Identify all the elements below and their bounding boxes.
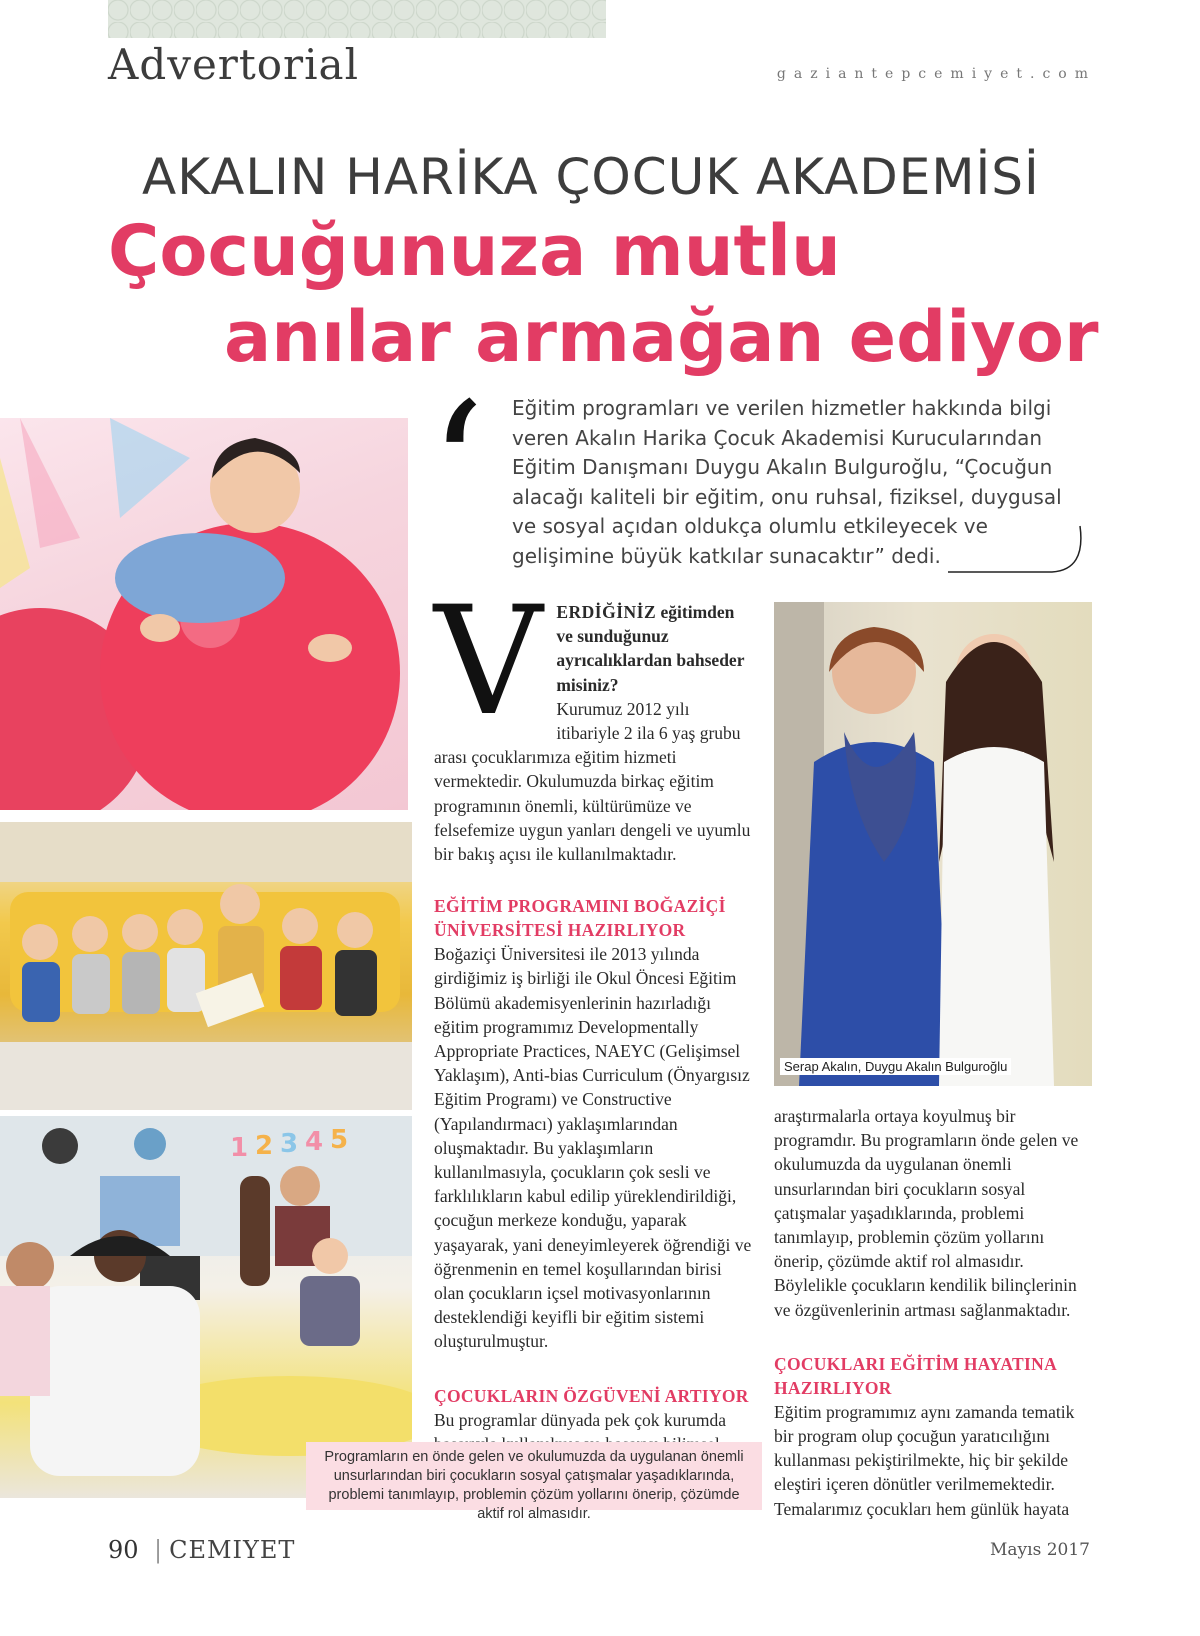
page-number: 90 [108, 1536, 139, 1564]
svg-text:3: 3 [280, 1129, 299, 1159]
paragraph-ozguven-start: Bu programlar dünyada pek çok kurumda [434, 1409, 727, 1430]
quote-mark-icon: ‘ [428, 365, 486, 574]
drop-cap: V [434, 575, 543, 749]
pull-quote-box: Programların en önde gelen ve okulumuzda da uygulanan önemli unsurlarından biri çocukların sosyal çatışmalar yaşadıklarında, problemi tanımlayıp, problemin çözüm yollarını önerip, çözümde aktif rol almasıdır. [306, 1442, 762, 1510]
photo-teacher-reading-to-children [0, 822, 412, 1110]
subheading-bogazici: EĞİTİM PROGRAMINI BOĞAZİÇİ ÜNİVERSİTESİ HAZIRLIYOR [434, 896, 726, 941]
photo-boy-on-exercise-ball-illustration [0, 418, 408, 810]
headline-line-2: anılar armağan ediyor [224, 296, 1099, 378]
magazine-name [154, 1536, 295, 1564]
spacer [434, 866, 754, 894]
svg-text:1: 1 [230, 1133, 249, 1163]
section-label: Advertorial [108, 40, 360, 89]
quote-underline-curve [948, 516, 1088, 576]
photo-founders-portrait [774, 602, 1092, 1086]
answer-paragraph-1: Kurumuz 2012 yılı itibariyle 2 ila 6 yaş grubu arası çocuklarımıza eğitim hizmeti vermektedir. Okulumuzda birkaç eğitim programının önemli, kültürümüze ve felsefemize uygun yanları dengeli ve uyumlu bir bakış açısı ile kullanılmaktadır. [434, 698, 751, 865]
header-pattern-band [108, 0, 606, 38]
photo-boy-on-exercise-ball [0, 418, 408, 810]
photo-classroom-illustration [0, 1116, 412, 1498]
spacer [434, 1354, 754, 1384]
article-column-2 [774, 1104, 1090, 1521]
photo-reading-illustration [0, 822, 412, 1110]
article-column-1 [434, 575, 754, 1456]
paragraph-bogazici: Boğaziçi Üniversitesi ile 2013 yılında girdiğimiz iş birliği ile Okul Öncesi Eğitim Bölümü akademisyenlerinin hazırladığı eğitim programımız Developmentally Appropriate Practices, NAEYC (Gelişimsel Yaklaşım), Anti-bias Curriculum (Önyargısız Eğitim Programı) ve Constructive (Yapılandırmacı) yaklaşımlarından oluşmaktadır. Bu yaklaşımların kullanılmasıyla, çocukların çok sesli ve farklılıkların kabul edilip yüreklendirildiği, çocuğun merkeze konduğu, yaparak yaşayarak, yani deneyimleyerek öğrendiği ve öğrenmenin en temel koşullarından birisi olan çocukların içsel motivasyonlarının desteklendiği keyifli bir eğitim sistemi oluşturulmuştur. [434, 944, 752, 1352]
spacer [774, 1322, 1090, 1352]
paragraph-ozguven-continued: araştırmalarla ortaya koyulmuş bir programdır. Bu programların önde gelen ve okulumuzda da uygulanan önemli unsurlarından biri çocukların sosyal çatışmalar yaşadıklarında, problemi tanımlayıp, problemin çözüm yollarını önerip, çözümde aktif rol almasıdır. Böylelikle çocukların kendilik bilinçlerinin ve özgüvenlerinin artması sağlanmaktadır. [774, 1106, 1079, 1320]
article-kicker: AKALIN HARİKA ÇOCUK AKADEMİSİ [142, 148, 1040, 206]
issue-date: Mayıs 2017 [990, 1540, 1090, 1560]
question-text: eğitimden ve sunduğunuz ayrıcalıklardan bahseder misiniz? [556, 602, 745, 695]
photo-founders-illustration [774, 602, 1092, 1086]
subheading-ozguven: ÇOCUKLARIN ÖZGÜVENİ ARTIYOR [434, 1385, 749, 1406]
svg-text:2: 2 [255, 1131, 274, 1161]
svg-text:4: 4 [305, 1127, 324, 1157]
site-url: gaziantepcemiyet.com [776, 66, 1096, 82]
footer-separator: | [154, 1536, 164, 1564]
intro-quote: Eğitim programları ve verilen hizmetler hakkında bilgi veren Akalın Harika Çocuk Akademisi Kurucularından Eğitim Danışmanı Duygu Akalın Bulguroğlu, “Çocuğun alacağı kaliteli bir eğitim, onu ruhsal, fiziksel, duygusal ve sosyal açıdan oldukça olumlu etkileyecek ve gelişimine büyük katkılar sunacaktır” dedi. [512, 396, 1062, 568]
question-lead-caps: ERDİĞİNİZ [556, 602, 657, 622]
magazine-name-text: CEMIYET [169, 1536, 296, 1564]
subheading-egitim-hayati: ÇOCUKLARI EĞİTİM HAYATINA HAZIRLIYOR [774, 1353, 1057, 1398]
photo-classroom-high-five [0, 1116, 412, 1498]
paragraph-egitim-hayati: Eğitim programımız aynı zamanda tematik bir program olup çocuğun yaratıcılığını kullanması pekiştirilmekte, hiç bir şekilde eleştiri içeren dönütler verilmemektedir. Temalarımız çocukları hem günlük hayata [774, 1401, 1075, 1519]
svg-text:5: 5 [330, 1125, 349, 1155]
photo-caption: Serap Akalın, Duygu Akalın Bulguroğlu [780, 1058, 1011, 1075]
headline-line-1: Çocuğunuza mutlu [108, 210, 841, 292]
